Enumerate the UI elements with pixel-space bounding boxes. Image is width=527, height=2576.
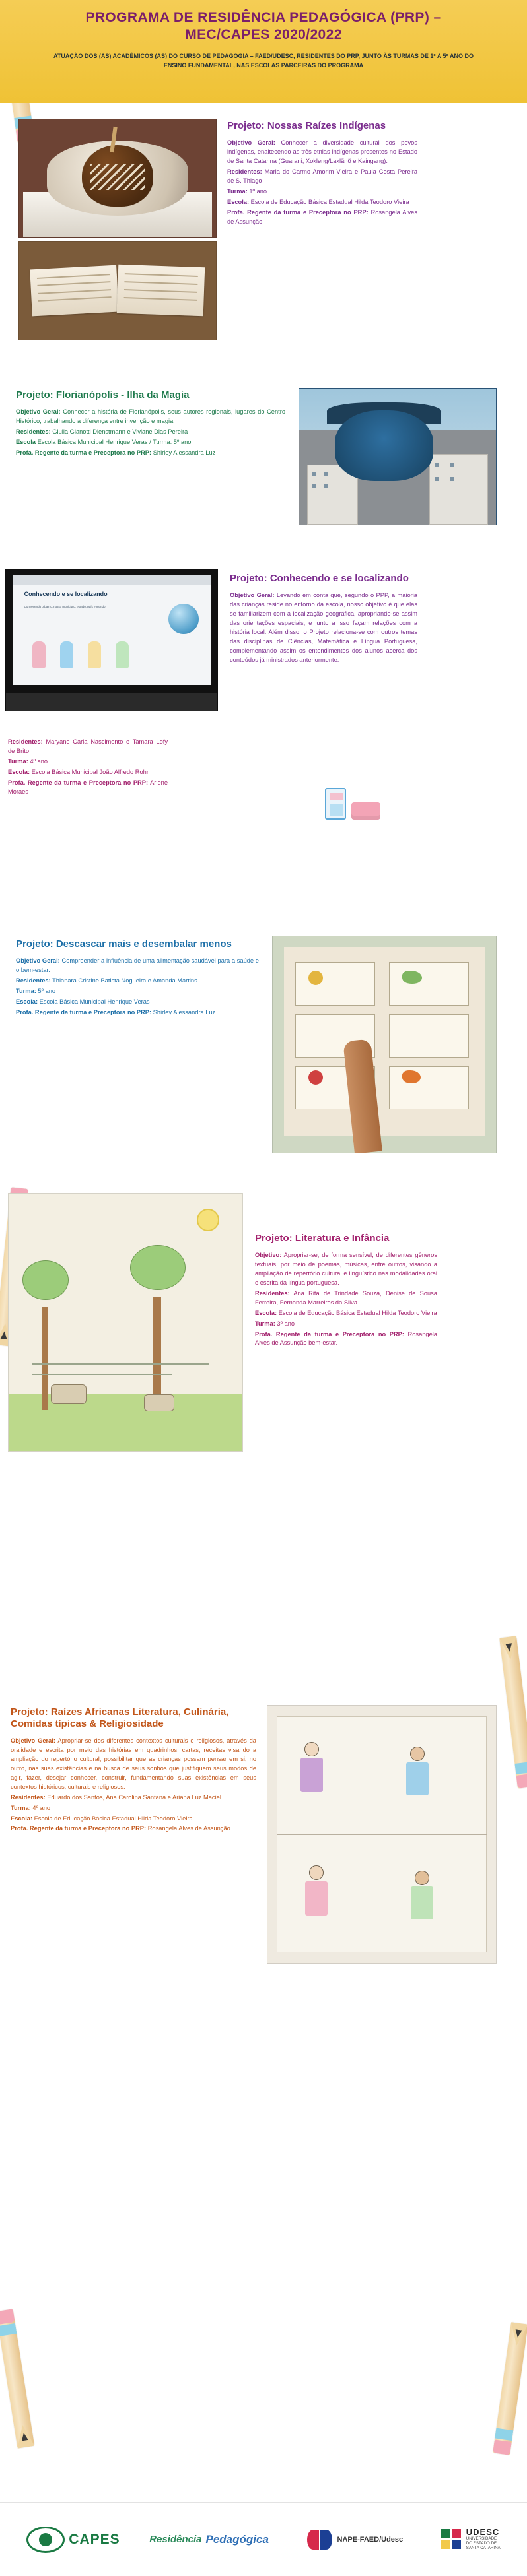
- pencil-decoration: [0, 2309, 34, 2448]
- project-5-title: Projeto: Literatura e Infância: [255, 1233, 390, 1244]
- project-2-residents-label: Residentes:: [16, 428, 51, 435]
- project-4-school-label: Escola:: [16, 998, 38, 1005]
- project-1-photo-book: [18, 242, 217, 340]
- project-4-class: 5º ano: [38, 987, 56, 994]
- project-6-title: Projeto: Raízes Africanas Literatura, Culinária, Comidas típicas & Religiosidade: [11, 1706, 229, 1729]
- project-5-preceptor: Rosangela Alves de Assunção bem-estar.: [255, 1330, 437, 1347]
- capes-label: CAPES: [69, 2531, 120, 2547]
- udesc-grid-icon: [441, 2529, 461, 2549]
- project-3-objective: Levando em conta que, segundo o PPP, a maioria das crianças reside no entorno da escola, nosso objetivo é que elas se familiarizem com a localização geográfica, apropriando-se assim das orientações espaciais, e junto a isso façam relações com a história local. Além disso, o Projeto relaciona-se com outros temas das disciplinas de Ciências, Matemática e Língua Portuguesa, complementando assim os entendimentos dos alunos acerca dos conteúdos já ministrados anteriormente.: [230, 592, 417, 663]
- project-4-objective-label: Objetivo Geral:: [16, 957, 60, 964]
- project-1-residents: Maria do Carmo Amorim Vieira e Paula Costa Pereira de S. Thiago: [227, 168, 417, 184]
- project-3-text: [230, 573, 417, 666]
- nape-mark-icon: [307, 2530, 332, 2550]
- project-3-residents: Maryane Carla Nascimento e Tamara Lofy de Brito: [8, 738, 168, 754]
- project-4-residents-label: Residentes:: [16, 977, 51, 984]
- project-4-photo-food-pyramid: [272, 936, 497, 1153]
- project-2-school-label: Escola: [16, 438, 36, 445]
- udesc-name: UDESC: [466, 2527, 500, 2538]
- pencil-decoration: [499, 1636, 527, 1788]
- project-2-title: Projeto: Florianópolis - Ilha da Magia: [16, 389, 190, 401]
- footer-logos: [0, 2502, 527, 2576]
- project-3-class: 4º ano: [30, 757, 48, 765]
- project-4-text: [16, 938, 259, 1019]
- project-3-class-label: Turma:: [8, 757, 28, 765]
- project-6-text: [11, 1706, 256, 1835]
- project-3-residents-label: Residentes:: [8, 738, 43, 745]
- udesc-line-1: UNIVERSIDADE: [466, 2536, 497, 2542]
- project-1-objective-label: Objetivo Geral:: [227, 139, 275, 146]
- project-1-residents-label: Residentes:: [227, 168, 262, 175]
- project-6-residents: Eduardo dos Santos, Ana Carolina Santana e Ariana Luz Maciel: [47, 1793, 221, 1801]
- project-2-objective-label: Objetivo Geral:: [16, 408, 61, 415]
- udesc-line-3: SANTA CATARINA: [466, 2546, 501, 2551]
- project-5-text: [255, 1233, 437, 1349]
- udesc-line-2: DO ESTADO DE: [466, 2541, 497, 2546]
- nape-label: NAPE-FAED/Udesc: [337, 2535, 404, 2544]
- project-5-class: 3º ano: [277, 1320, 295, 1327]
- project-5-photo-drawing: [8, 1193, 243, 1452]
- project-4-title: Projeto: Descascar mais e desembalar menos: [16, 938, 232, 950]
- project-3-school-label: Escola:: [8, 768, 30, 775]
- eraser-decoration: [351, 802, 380, 820]
- project-5-school: Escola de Educação Básica Estadual Hilda Teodoro Vieira: [278, 1309, 437, 1316]
- project-3-photo-screen: Conhecendo e se localizando Conhecendo o bairro, nosso município, estado, país e mundo: [5, 569, 218, 711]
- project-6-objective-label: Objetivo Geral:: [11, 1737, 55, 1744]
- project-5-class-label: Turma:: [255, 1320, 275, 1327]
- project-1-preceptor-label: Profa. Regente da turma e Preceptora no PRP:: [227, 209, 369, 216]
- project-2-preceptor: Shirley Alessandra Luz: [153, 449, 216, 456]
- project-1-school-label: Escola:: [227, 198, 250, 205]
- project-6-photo-drawing: [267, 1705, 497, 1964]
- project-4-school: Escola Básica Municipal Henrique Veras: [39, 998, 150, 1005]
- project-4-preceptor-label: Profa. Regente da turma e Preceptora no PRP:: [16, 1008, 152, 1015]
- project-6-school: Escola de Educação Básica Estadual Hilda Teodoro Vieira: [34, 1815, 193, 1822]
- project-1-class-label: Turma:: [227, 187, 248, 195]
- project-5-residents-label: Residentes:: [255, 1289, 290, 1297]
- capes-eye-icon: [26, 2527, 65, 2553]
- pedagogica-label: Pedagógica: [205, 2532, 269, 2546]
- project-1-title: Projeto: Nossas Raízes Indígenas: [227, 120, 386, 131]
- project-5-preceptor-label: Profa. Regente da turma e Preceptora no PRP:: [255, 1330, 404, 1337]
- project-3-preceptor-label: Profa. Regente da turma e Preceptora no PRP:: [8, 779, 149, 786]
- project-6-residents-label: Residentes:: [11, 1793, 46, 1801]
- project-2-text: [16, 389, 285, 459]
- header-subtitle: ATUAÇÃO DOS (AS) ACADÊMICOS (AS) DO CURSO DE PEDAGOGIA – FAED/UDESC, RESIDENTES DO PRP, JUNTO ÀS TURMAS DE 1º A 5º ANO DO ENSINO FUNDAMENTAL, NAS ESCOLAS PARCEIRAS DO PROGRAMA: [53, 53, 474, 69]
- project-5-objective-label: Objetivo:: [255, 1252, 282, 1258]
- project-3-title: Projeto: Conhecendo e se localizando: [230, 573, 409, 584]
- residencia-label: Residência: [149, 2533, 202, 2545]
- project-2-residents: Giulia Gianotti Dienstmann e Viviane Dias Pereira: [52, 428, 188, 435]
- project-4-objective: Compreender a influência de uma alimentação saudável para a saúde e o bem-estar.: [16, 957, 259, 973]
- project-4-class-label: Turma:: [16, 987, 36, 994]
- poster-header: [0, 0, 527, 103]
- project-6-school-label: Escola:: [11, 1815, 33, 1822]
- project-4-residents: Thianara Cristine Batista Nogueira e Amanda Martins: [52, 977, 197, 984]
- logo-residencia-pedagogica: [149, 2534, 269, 2546]
- project-2-objective: Conhecer a história de Florianópolis, seus autores regionais, lugares do Centro Histórico, trabalhando a diferença entre invenção e magia.: [16, 408, 285, 424]
- project-6-objective: Apropriar-se dos diferentes contextos culturais e religiosos, através da oralidade e escrita por meio das histórias em quadrinhos, cartas, receitas visando a ampliação do repertório cultural; possibilitar que as crianças possam pensar em si, no outro, nas suas existências e na busca de seus sonhos que justifiquem seus modos de agir, fazer, desejar conhecer, construir, fundamentando suas existências em seus contextos históricos, culturais e religiosos.: [11, 1737, 256, 1790]
- pencil-decoration: [493, 2322, 527, 2455]
- project-6-class: 4º ano: [32, 1804, 51, 1811]
- project-6-preceptor-label: Profa. Regente da turma e Preceptora no PRP:: [11, 1825, 147, 1832]
- project-4-preceptor: Shirley Alessandra Luz: [153, 1008, 216, 1015]
- project-1-preceptor: Rosangela Alves de Assunção: [227, 209, 417, 225]
- project-3-details: [8, 738, 168, 798]
- project-1-school: Escola de Educação Básica Estadual Hilda Teodoro Vieira: [250, 198, 409, 205]
- page-title: PROGRAMA DE RESIDÊNCIA PEDAGÓGICA (PRP) – MEC/CAPES 2020/2022: [85, 10, 442, 42]
- logo-nape: [299, 2530, 412, 2550]
- project-5-residents: Ana Rita de Trindade Souza, Denise de Sousa Ferreira, Fernanda Marreiros da Silva: [255, 1289, 438, 1306]
- project-2-photo-mural: [299, 388, 497, 525]
- project-6-class-label: Turma:: [11, 1804, 31, 1811]
- project-3-school: Escola Básica Municipal João Alfredo Rohr: [31, 768, 149, 775]
- project-1-text: [227, 120, 417, 228]
- project-1-objective: Conhecer a diversidade cultural dos povos indígenas, enaltecendo as três etnias indígenas presentes no Estado de Santa Catarina (Guarani, Xokleng/Laklãnõ e Kaingang).: [227, 139, 417, 164]
- project-5-school-label: Escola:: [255, 1309, 277, 1316]
- project-1-photo-craft: [18, 119, 217, 238]
- logo-udesc: [441, 2528, 501, 2551]
- project-2-preceptor-label: Profa. Regente da turma e Preceptora no PRP:: [16, 449, 152, 456]
- project-5-objective: Apropriar-se, de forma sensível, de diferentes gêneros textuais, por meio de poemas, músicas, entre outros, visando a ampliação de repertório cultural e linguístico nas modalidades oral e escrita da língua portuguesa.: [255, 1252, 437, 1286]
- project-6-preceptor: Rosangela Alves de Assunção: [147, 1825, 230, 1832]
- project-2-school: Escola Básica Municipal Henrique Veras / Turma: 5º ano: [37, 438, 192, 445]
- logo-capes: [26, 2527, 120, 2553]
- project-1-class: 1º ano: [249, 187, 267, 195]
- crayon-box-decoration: [325, 788, 346, 820]
- project-3-preceptor: Arlene Moraes: [8, 779, 168, 795]
- project-3-objective-label: Objetivo Geral:: [230, 592, 275, 598]
